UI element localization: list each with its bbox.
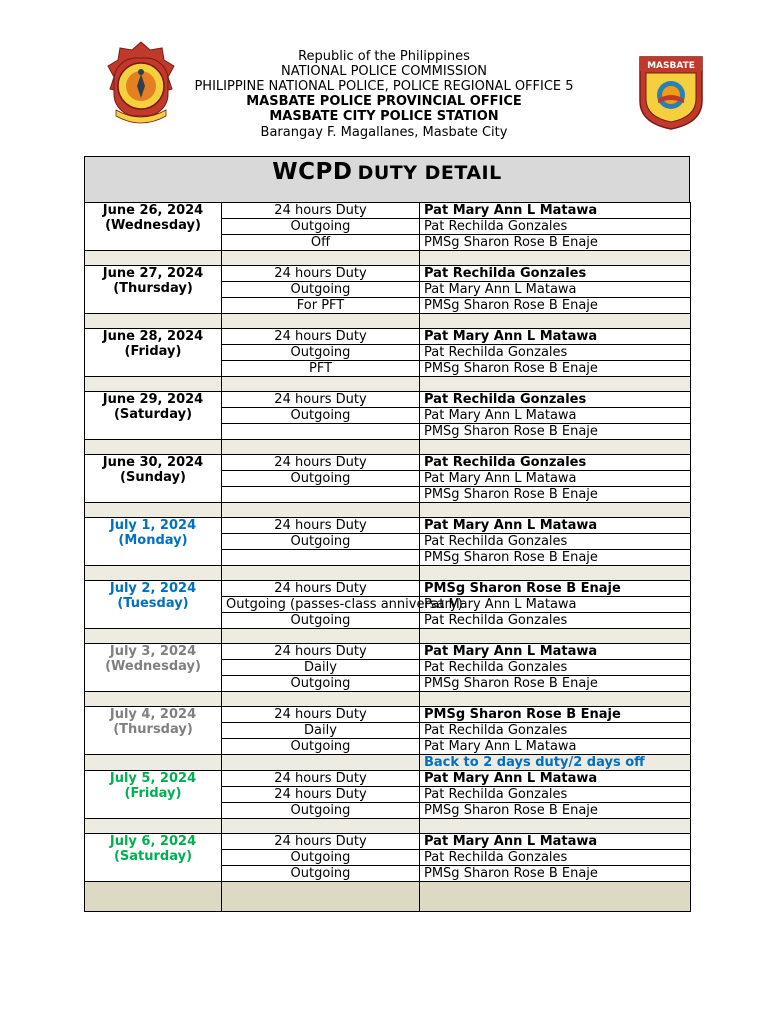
- spacer-cell: [420, 314, 691, 329]
- duty-cell: 24 hours Duty: [222, 518, 420, 534]
- header-address: Barangay F. Magallanes, Masbate City: [260, 125, 508, 140]
- duty-cell: 24 hours Duty: [222, 644, 420, 660]
- date-cell: [85, 707, 222, 755]
- spacer-cell: [85, 755, 222, 771]
- duty-cell: Outgoing: [222, 803, 420, 819]
- spacer-cell: [222, 819, 420, 834]
- spacer-cell: [420, 251, 691, 266]
- spacer-cell: [420, 440, 691, 455]
- duty-cell: Outgoing: [222, 866, 420, 882]
- table-row: [85, 392, 691, 408]
- spacer-cell: [85, 440, 222, 455]
- personnel-cell: PMSg Sharon Rose B Enaje: [420, 866, 691, 882]
- weekday-text: (Friday): [124, 344, 182, 359]
- weekday-text: (Monday): [118, 533, 188, 548]
- date-text: June 30, 2024: [102, 455, 204, 470]
- spacer-cell: [420, 377, 691, 392]
- spacer-row: [85, 819, 691, 834]
- date-text: June 26, 2024: [102, 203, 204, 218]
- duty-cell: 24 hours Duty: [222, 771, 420, 787]
- spacer-cell: [222, 377, 420, 392]
- spacer-cell: [85, 503, 222, 518]
- table-row: [85, 203, 691, 219]
- date-text: July 2, 2024: [109, 581, 197, 596]
- spacer-cell: [420, 566, 691, 581]
- duty-cell: For PFT: [222, 298, 420, 314]
- date-cell: [85, 581, 222, 629]
- duty-cell: Outgoing: [222, 345, 420, 361]
- weekday-text: (Wednesday): [105, 218, 201, 233]
- spacer-row: [85, 314, 691, 329]
- date-cell: [85, 834, 222, 882]
- personnel-cell: Pat Rechilda Gonzales: [420, 455, 691, 471]
- spacer-cell: [222, 755, 420, 771]
- personnel-cell: Pat Mary Ann L Matawa: [420, 282, 691, 298]
- weekday-text: (Friday): [124, 786, 182, 801]
- personnel-cell: PMSg Sharon Rose B Enaje: [420, 361, 691, 377]
- spacer-row: [85, 503, 691, 518]
- duty-cell: Outgoing: [222, 739, 420, 755]
- spacer-cell: [222, 566, 420, 581]
- spacer-cell: [85, 629, 222, 644]
- date-text: July 4, 2024: [109, 707, 197, 722]
- personnel-cell: Pat Mary Ann L Matawa: [420, 329, 691, 345]
- letterhead: [0, 0, 768, 150]
- weekday-text: (Thursday): [113, 722, 193, 737]
- date-text: July 6, 2024: [109, 834, 197, 849]
- personnel-cell: Pat Mary Ann L Matawa: [420, 739, 691, 755]
- duty-cell: 24 hours Duty: [222, 834, 420, 850]
- date-cell: [85, 329, 222, 377]
- duty-cell: [222, 487, 420, 503]
- date-cell: [85, 644, 222, 692]
- title-duty-detail: DUTY DETAIL: [357, 162, 502, 184]
- duty-cell: Outgoing: [222, 676, 420, 692]
- spacer-cell: [222, 440, 420, 455]
- personnel-cell: Pat Mary Ann L Matawa: [420, 771, 691, 787]
- duty-cell: 24 hours Duty: [222, 329, 420, 345]
- personnel-cell: Pat Rechilda Gonzales: [420, 850, 691, 866]
- personnel-cell: Pat Mary Ann L Matawa: [420, 408, 691, 424]
- table-row: [85, 581, 691, 597]
- duty-cell: 24 hours Duty: [222, 787, 420, 803]
- duty-cell: 24 hours Duty: [222, 707, 420, 723]
- personnel-cell: PMSg Sharon Rose B Enaje: [420, 487, 691, 503]
- spacer-cell: [420, 819, 691, 834]
- weekday-text: (Saturday): [113, 849, 193, 864]
- personnel-cell: Pat Rechilda Gonzales: [420, 787, 691, 803]
- personnel-cell: PMSg Sharon Rose B Enaje: [420, 676, 691, 692]
- spacer-cell: [85, 819, 222, 834]
- table-row: [85, 707, 691, 723]
- spacer-cell: [420, 503, 691, 518]
- date-text: June 27, 2024: [102, 266, 204, 281]
- spacer-cell: [222, 882, 420, 912]
- personnel-cell: Pat Mary Ann L Matawa: [420, 644, 691, 660]
- duty-cell: Daily: [222, 723, 420, 739]
- date-cell: [85, 392, 222, 440]
- header-ppo: MASBATE POLICE PROVINCIAL OFFICE: [246, 94, 522, 109]
- spacer-cell: [420, 882, 691, 912]
- spacer-cell: [222, 503, 420, 518]
- header-station: MASBATE CITY POLICE STATION: [269, 109, 499, 124]
- weekday-text: (Thursday): [113, 281, 193, 296]
- date-text: July 5, 2024: [109, 771, 197, 786]
- date-cell: [85, 266, 222, 314]
- duty-cell: Off: [222, 235, 420, 251]
- spacer-cell: [85, 882, 222, 912]
- spacer-row: [85, 692, 691, 707]
- duty-cell: PFT: [222, 361, 420, 377]
- spacer-cell: [85, 314, 222, 329]
- personnel-cell: PMSg Sharon Rose B Enaje: [420, 707, 691, 723]
- spacer-cell: [85, 251, 222, 266]
- date-text: June 29, 2024: [102, 392, 204, 407]
- spacer-cell: [222, 629, 420, 644]
- duty-cell: [222, 550, 420, 566]
- svg-text:MASBATE: MASBATE: [647, 61, 695, 71]
- table-row: [85, 518, 691, 534]
- personnel-cell: Pat Mary Ann L Matawa: [420, 203, 691, 219]
- spacer-cell: [85, 566, 222, 581]
- personnel-cell: Pat Rechilda Gonzales: [420, 613, 691, 629]
- table-row: [85, 266, 691, 282]
- weekday-text: (Tuesday): [117, 596, 189, 611]
- spacer-cell: [85, 692, 222, 707]
- duty-cell: Outgoing: [222, 471, 420, 487]
- weekday-text: (Wednesday): [105, 659, 201, 674]
- personnel-cell: Pat Rechilda Gonzales: [420, 392, 691, 408]
- date-cell: [85, 771, 222, 819]
- personnel-cell: PMSg Sharon Rose B Enaje: [420, 581, 691, 597]
- date-text: June 28, 2024: [102, 329, 204, 344]
- duty-cell: 24 hours Duty: [222, 581, 420, 597]
- duty-cell: Outgoing: [222, 850, 420, 866]
- personnel-cell: Pat Rechilda Gonzales: [420, 345, 691, 361]
- duty-cell: Outgoing: [222, 613, 420, 629]
- personnel-cell: PMSg Sharon Rose B Enaje: [420, 298, 691, 314]
- duty-cell: 24 hours Duty: [222, 455, 420, 471]
- duty-cell: Outgoing: [222, 282, 420, 298]
- personnel-cell: Pat Rechilda Gonzales: [420, 723, 691, 739]
- duty-table: [84, 202, 691, 912]
- schedule-note: Back to 2 days duty/2 days off: [424, 755, 645, 770]
- date-text: July 1, 2024: [109, 518, 197, 533]
- personnel-cell: Pat Rechilda Gonzales: [420, 266, 691, 282]
- personnel-cell: Pat Rechilda Gonzales: [420, 219, 691, 235]
- personnel-cell: PMSg Sharon Rose B Enaje: [420, 550, 691, 566]
- personnel-cell: Pat Mary Ann L Matawa: [420, 518, 691, 534]
- duty-cell: 24 hours Duty: [222, 266, 420, 282]
- spacer-cell: [420, 692, 691, 707]
- header-napolcom: NATIONAL POLICE COMMISSION: [280, 64, 488, 79]
- title-wcpd: WCPD: [272, 159, 353, 185]
- spacer-row: [85, 882, 691, 912]
- spacer-row: [85, 755, 691, 771]
- table-row: [85, 329, 691, 345]
- date-cell: [85, 455, 222, 503]
- header-republic: Republic of the Philippines: [298, 49, 470, 64]
- personnel-cell: Pat Mary Ann L Matawa: [420, 471, 691, 487]
- personnel-cell: Pat Mary Ann L Matawa: [420, 834, 691, 850]
- spacer-row: [85, 629, 691, 644]
- spacer-cell: [222, 314, 420, 329]
- personnel-cell: Pat Rechilda Gonzales: [420, 660, 691, 676]
- duty-cell: [222, 424, 420, 440]
- header-pro5: PHILIPPINE NATIONAL POLICE, POLICE REGIONAL OFFICE 5: [194, 79, 574, 94]
- spacer-row: [85, 251, 691, 266]
- duty-cell: Outgoing: [222, 219, 420, 235]
- weekday-text: (Saturday): [113, 407, 193, 422]
- personnel-cell: PMSg Sharon Rose B Enaje: [420, 424, 691, 440]
- personnel-cell: PMSg Sharon Rose B Enaje: [420, 803, 691, 819]
- table-row: [85, 771, 691, 787]
- date-cell: [85, 203, 222, 251]
- table-row: [85, 455, 691, 471]
- weekday-text: (Sunday): [120, 470, 186, 485]
- spacer-row: [85, 377, 691, 392]
- table-row: [85, 834, 691, 850]
- spacer-cell: [85, 377, 222, 392]
- duty-cell: Daily: [222, 660, 420, 676]
- personnel-cell: Pat Rechilda Gonzales: [420, 534, 691, 550]
- spacer-cell: [222, 251, 420, 266]
- spacer-row: [85, 566, 691, 581]
- date-cell: [85, 518, 222, 566]
- duty-cell: 24 hours Duty: [222, 392, 420, 408]
- spacer-cell: [222, 692, 420, 707]
- personnel-cell: PMSg Sharon Rose B Enaje: [420, 235, 691, 251]
- table-row: [85, 644, 691, 660]
- spacer-cell: [420, 629, 691, 644]
- duty-cell: Outgoing: [222, 534, 420, 550]
- spacer-cell: [420, 755, 691, 771]
- masbate-ppo-logo: [636, 53, 706, 131]
- duty-cell: 24 hours Duty: [222, 203, 420, 219]
- duty-cell: Outgoing (passes-class anniversary): [222, 597, 420, 613]
- date-text: July 3, 2024: [109, 644, 197, 659]
- duty-cell: Outgoing: [222, 408, 420, 424]
- personnel-cell: Pat Mary Ann L Matawa: [420, 597, 691, 613]
- document-title: [84, 156, 690, 203]
- spacer-row: [85, 440, 691, 455]
